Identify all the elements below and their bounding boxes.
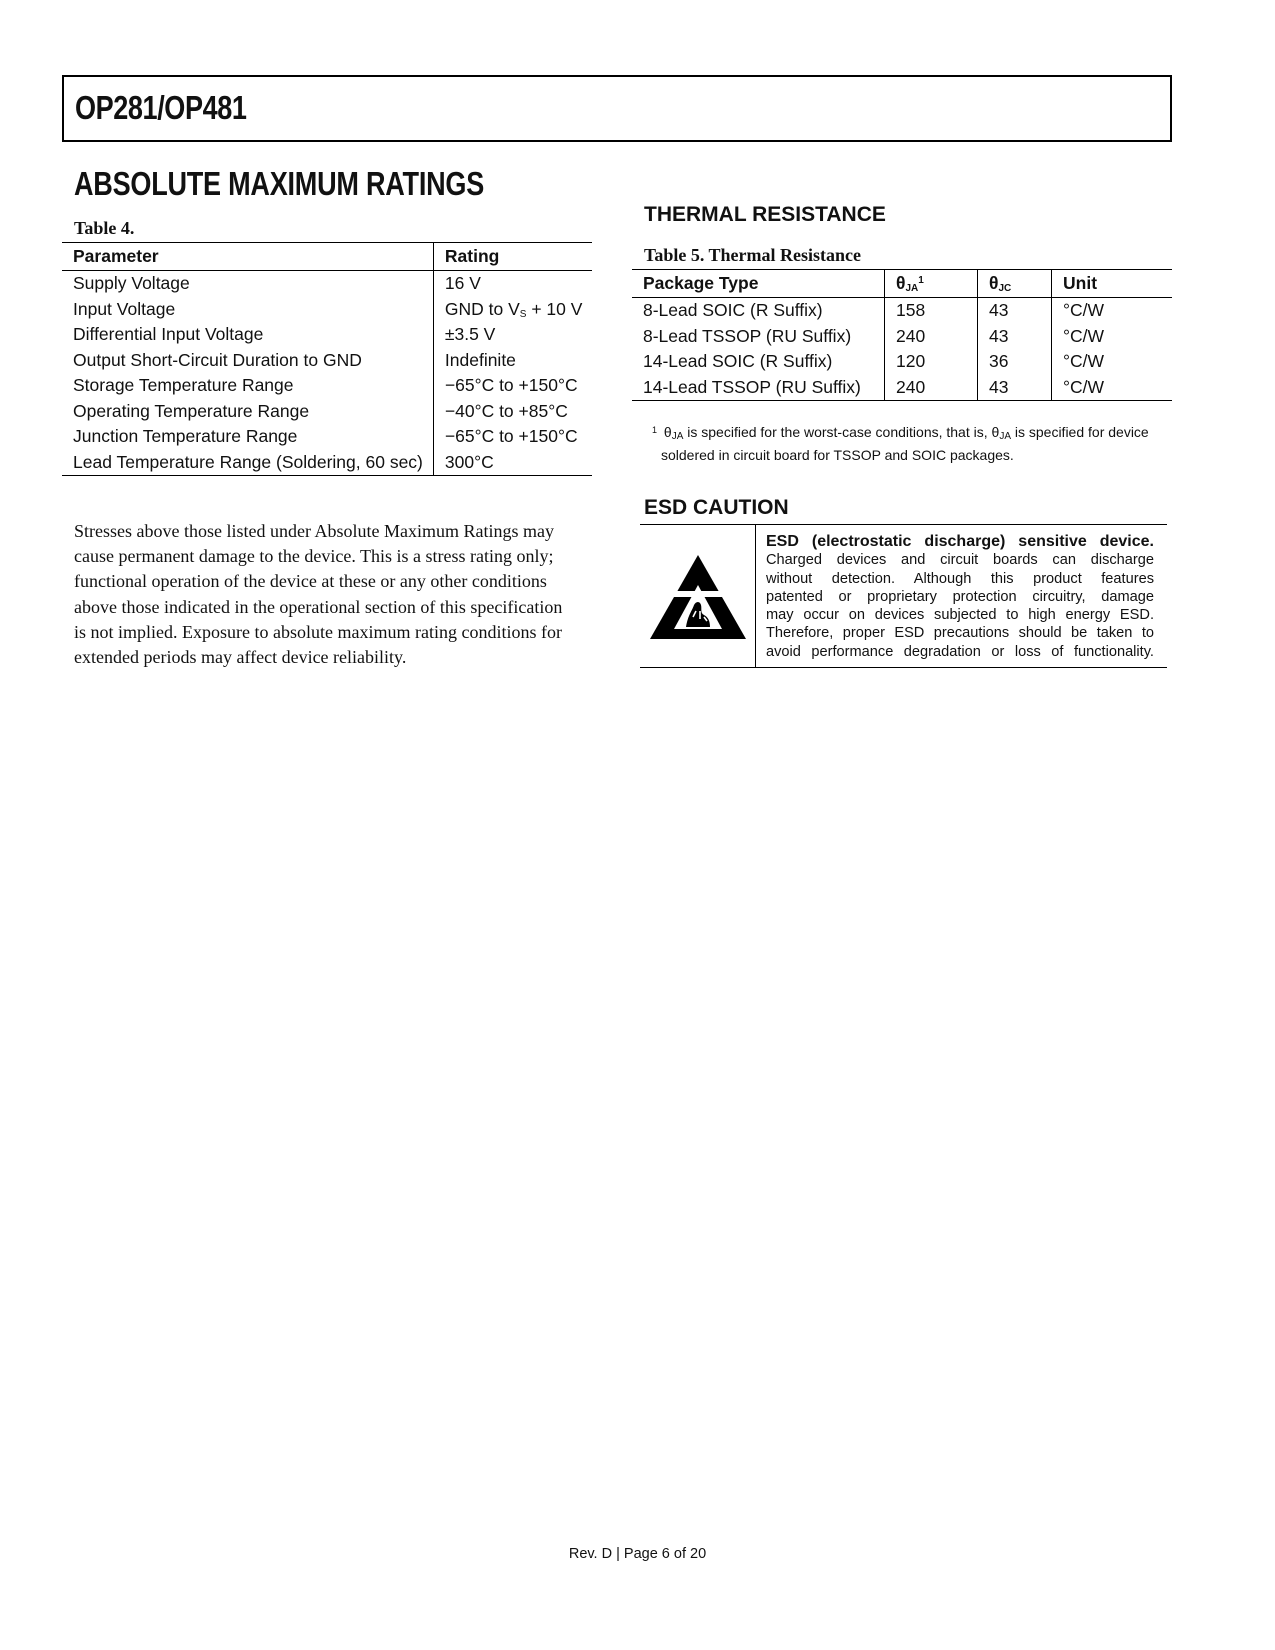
theta-ja-cell: 158 bbox=[885, 298, 978, 324]
table-row bbox=[632, 349, 1172, 375]
esd-text bbox=[766, 533, 1154, 661]
header-box bbox=[62, 75, 1172, 142]
rating-cell: Indefinite bbox=[433, 348, 592, 374]
param-cell: Lead Temperature Range (Soldering, 60 sec) bbox=[62, 450, 433, 476]
table5-header-theta-jc: $\theta_{JC}$ bbox=[978, 270, 1052, 298]
param-cell: Input Voltage bbox=[73, 298, 176, 319]
table4-header-parameter: Parameter bbox=[62, 243, 433, 271]
rating-cell: ±3.5 V bbox=[433, 322, 592, 348]
table5-footnote: $^1$ $\theta_{JA}$ is specified for the worst-case conditions, that is, $\theta_{JA}$ is specified for device soldered in circuit board for TSSOP and SOIC packages. bbox=[652, 421, 1172, 464]
thermal-heading: THERMAL RESISTANCE bbox=[644, 203, 886, 226]
table-row bbox=[62, 322, 592, 348]
table5-header-unit: Unit bbox=[1052, 270, 1173, 298]
table4-caption: Table 4. bbox=[74, 218, 135, 238]
package-cell: 8-Lead TSSOP (RU Suffix) bbox=[643, 325, 852, 346]
esd-line: avoid performance degradation or loss of functionality. bbox=[766, 643, 1154, 660]
unit-cell: °C/W bbox=[1052, 349, 1173, 375]
table4 bbox=[62, 242, 592, 476]
package-cell: 14-Lead SOIC (R Suffix) bbox=[643, 351, 833, 372]
esd-warning-icon bbox=[650, 555, 746, 641]
unit-cell: °C/W bbox=[1052, 324, 1173, 350]
esd-line: Therefore, proper ESD precautions should be taken to bbox=[766, 625, 1154, 642]
rating-cell: GND to $V_S + 10$ V bbox=[433, 297, 592, 323]
esd-caution-box bbox=[640, 524, 1167, 668]
table-row bbox=[632, 375, 1172, 401]
table-row bbox=[632, 324, 1172, 350]
table5 bbox=[632, 269, 1172, 401]
table-row bbox=[62, 348, 592, 374]
esd-line: without detection. Although this product features bbox=[766, 570, 1154, 587]
page-footer: Rev. D | Page 6 of 20 bbox=[568, 1546, 707, 1562]
theta-ja-cell: 240 bbox=[885, 375, 978, 401]
stress-paragraph: Stresses above those listed under Absolute Maximum Ratings may cause permanent damage to the device. This is a stress rating only; functional operation of the device at these or any other conditions above those indicated in the operational section of this specification is not implied. Exposure to absolute maximum rating conditions for extended periods may affect device reliability. bbox=[74, 521, 563, 668]
section-title: ABSOLUTE MAXIMUM RATINGS bbox=[74, 165, 484, 202]
esd-divider bbox=[755, 525, 756, 667]
unit-cell: °C/W bbox=[1052, 375, 1173, 401]
rating-cell: 16 V bbox=[433, 271, 592, 297]
esd-line: may occur on devices subjected to high energy ESD. bbox=[766, 607, 1154, 624]
param-cell: Differential Input Voltage bbox=[73, 324, 264, 345]
footnote-line-2: soldered in circuit board for TSSOP and SOIC packages. bbox=[661, 447, 1014, 463]
table-row bbox=[62, 271, 592, 297]
package-cell: 8-Lead SOIC (R Suffix) bbox=[643, 300, 823, 321]
table5-caption: Table 5. Thermal Resistance bbox=[644, 245, 862, 265]
esd-line: patented or proprietary protection circuitry, damage bbox=[766, 588, 1154, 605]
rating-cell: −65°C to +150°C bbox=[433, 373, 592, 399]
param-cell: Operating Temperature Range bbox=[73, 400, 310, 421]
param-cell: Supply Voltage bbox=[73, 273, 190, 294]
package-cell: 14-Lead TSSOP (RU Suffix) bbox=[632, 375, 885, 401]
rating-cell: 300°C bbox=[433, 450, 592, 476]
table5-header-theta-ja: $\theta_{JA}^1$ bbox=[885, 270, 978, 298]
table5-header-package: Package Type bbox=[632, 270, 885, 298]
rating-cell: −65°C to +150°C bbox=[433, 424, 592, 450]
table4-header-rating: Rating bbox=[433, 243, 592, 271]
rating-cell: −40°C to +85°C bbox=[433, 399, 592, 425]
table-row bbox=[62, 450, 592, 476]
esd-line: Charged devices and circuit boards can discharge bbox=[766, 552, 1154, 569]
esd-bold-line: ESD (electrostatic discharge) sensitive device. bbox=[766, 533, 1154, 550]
table-row bbox=[62, 399, 592, 425]
table-row bbox=[62, 424, 592, 450]
document-title: OP281/OP481 bbox=[75, 89, 247, 126]
theta-jc-cell: 43 bbox=[978, 298, 1052, 324]
theta-jc-cell: 43 bbox=[978, 375, 1052, 401]
table-row bbox=[632, 298, 1172, 324]
theta-ja-cell: 120 bbox=[885, 349, 978, 375]
param-cell: Junction Temperature Range bbox=[73, 426, 298, 447]
theta-jc-cell: 43 bbox=[978, 324, 1052, 350]
footnote-marker: 1 bbox=[652, 425, 658, 435]
param-cell: Storage Temperature Range bbox=[73, 375, 294, 396]
esd-heading: ESD CAUTION bbox=[644, 496, 789, 519]
theta-ja-cell: 240 bbox=[885, 324, 978, 350]
param-cell: Output Short-Circuit Duration to GND bbox=[73, 349, 362, 370]
table-row bbox=[62, 373, 592, 399]
theta-jc-cell: 36 bbox=[978, 349, 1052, 375]
table-row bbox=[62, 297, 592, 323]
unit-cell: °C/W bbox=[1052, 298, 1173, 324]
